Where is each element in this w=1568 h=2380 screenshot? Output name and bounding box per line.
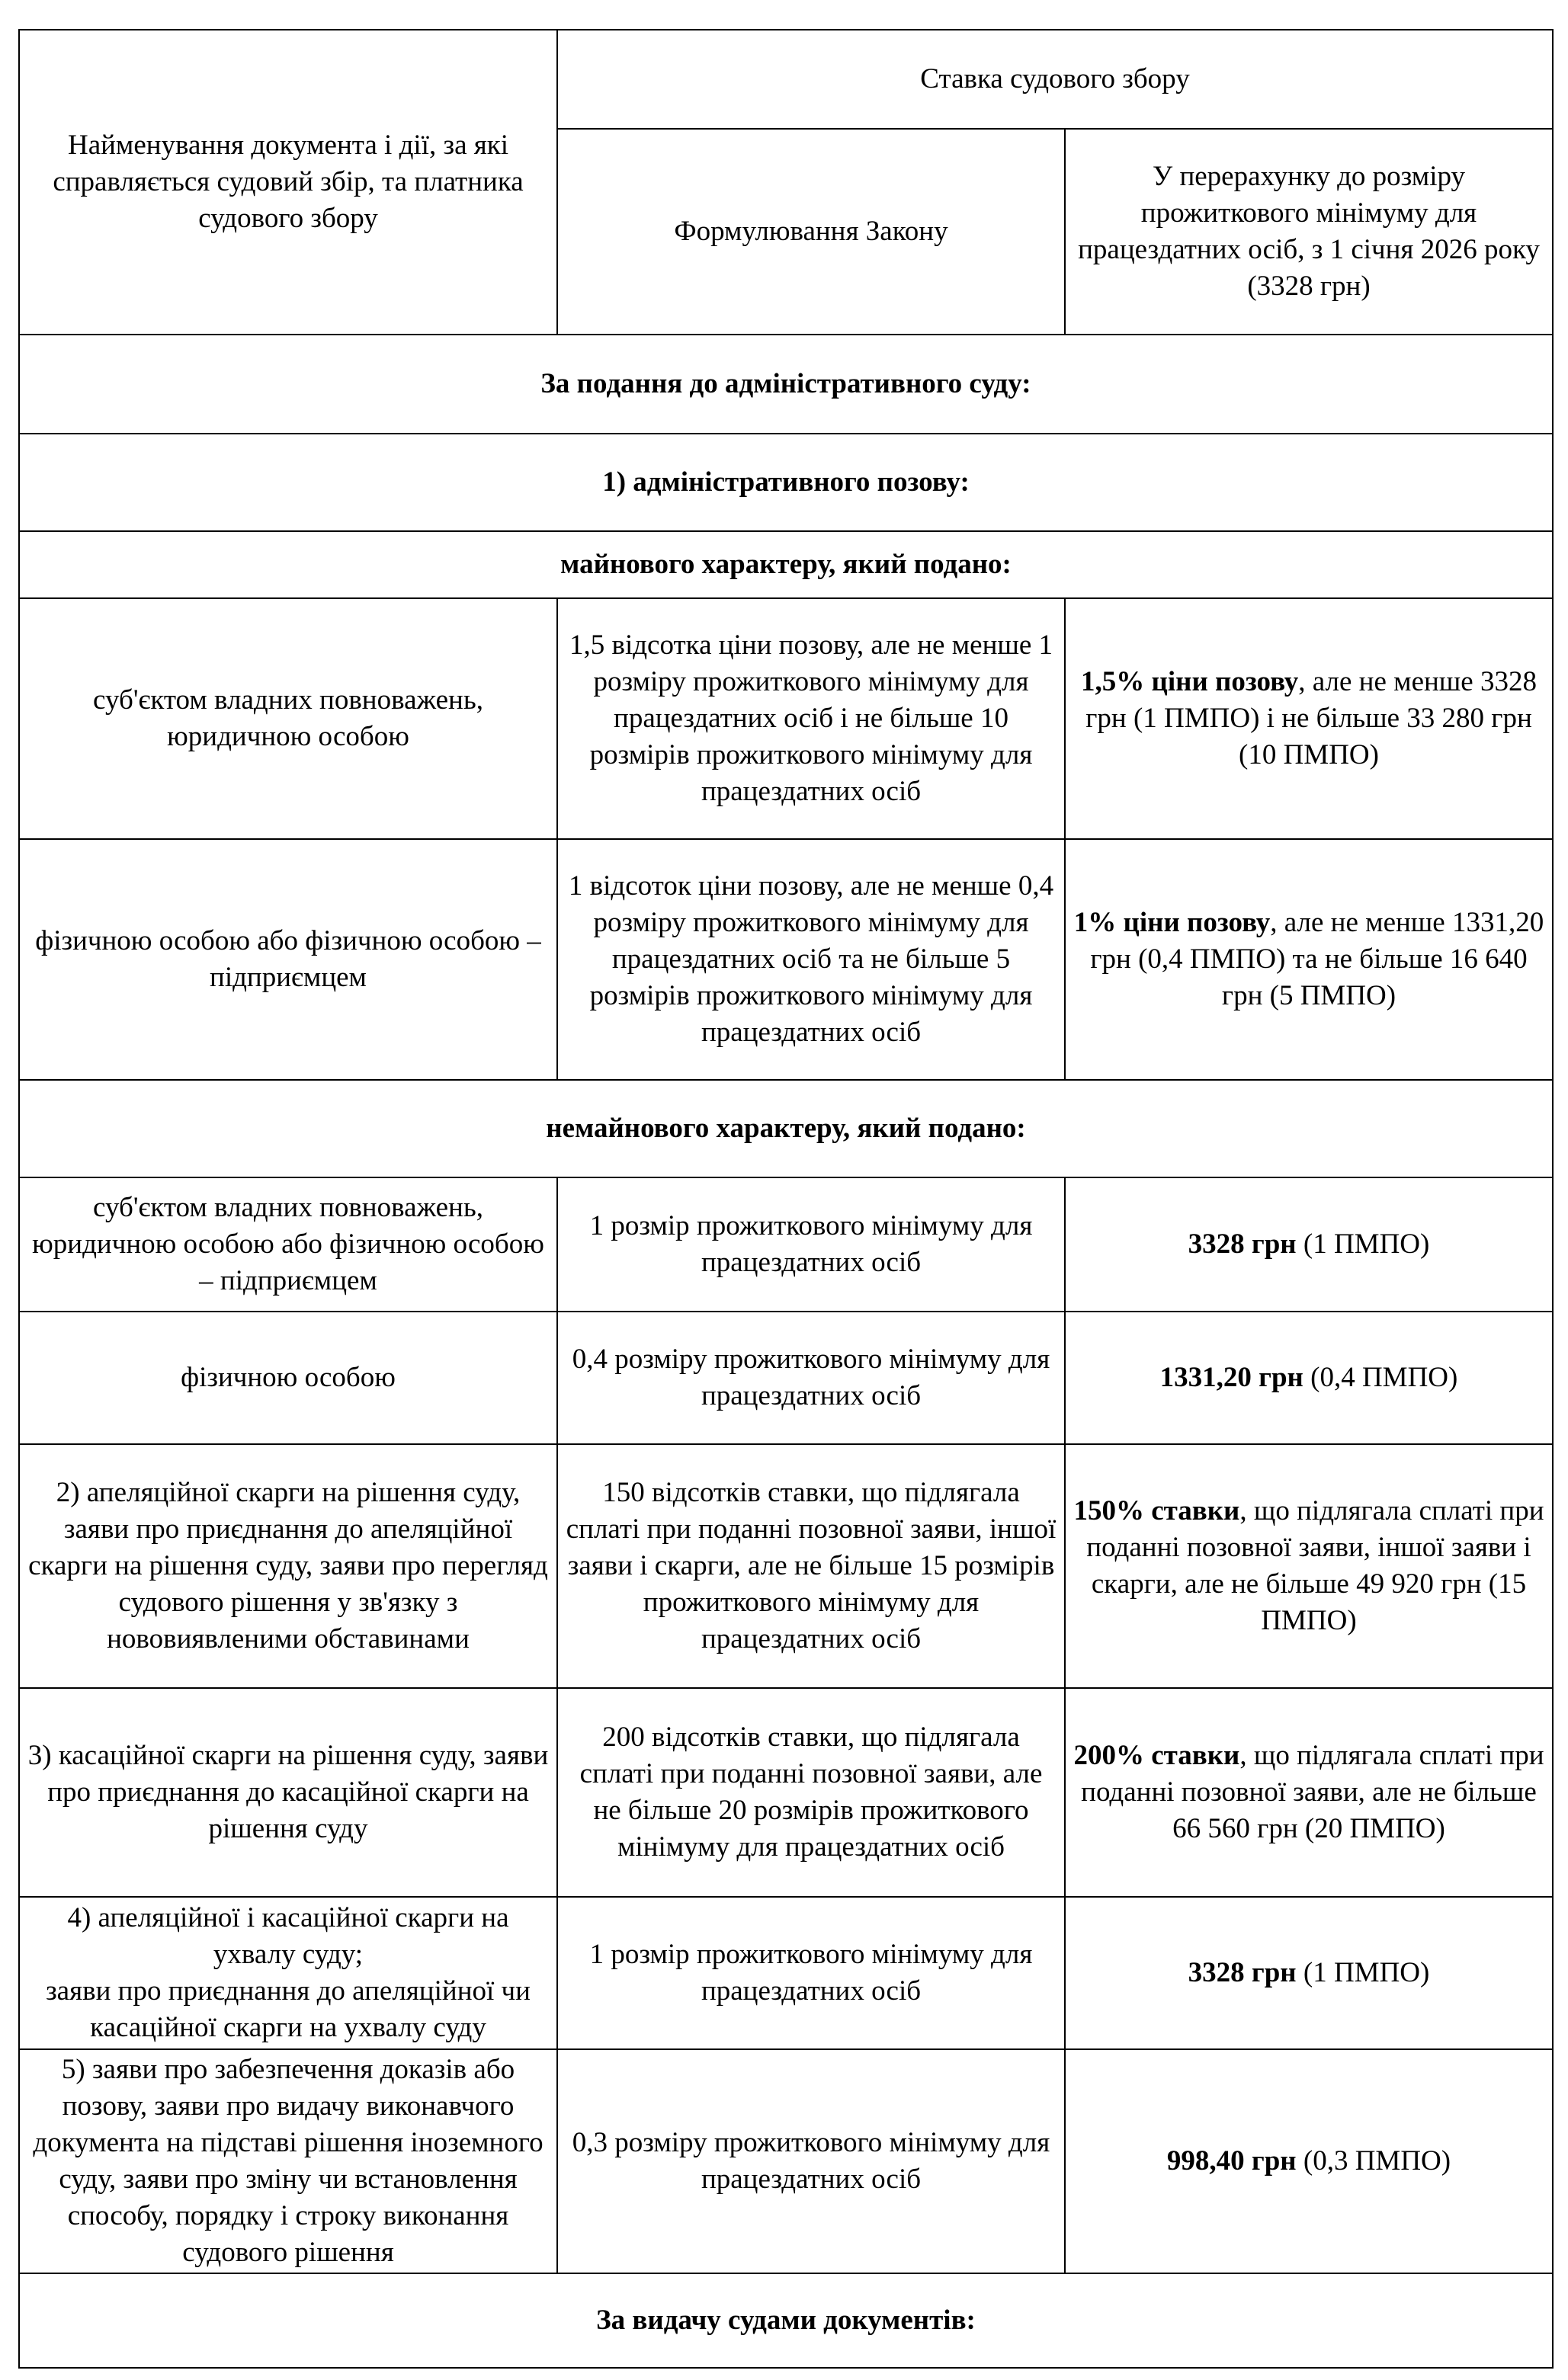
- table-row: [19, 1444, 1553, 1688]
- table-row: [19, 1312, 1553, 1444]
- law-cell: 200 відсотків ставки, що підлягала сплаті при поданні позовної заяви, але не більше 20 розмірів прожиткового мінімуму для працездатних осіб: [557, 1688, 1065, 1897]
- payer-cell: фізичною особою або фізичною особою – підприємцем: [19, 839, 557, 1080]
- calc-cell: [1065, 1444, 1553, 1688]
- subsection-nonproperty: немайнового характеру, який подано:: [19, 1080, 1553, 1177]
- law-cell: 0,4 розміру прожиткового мінімуму для працездатних осіб: [557, 1312, 1065, 1444]
- subsection-admin-claim: 1) адміністративного позову:: [19, 434, 1553, 531]
- payer-line: заяви про приєднання до апеляційної чи касаційної скарги на ухвалу суду: [46, 1975, 531, 2043]
- calc-cell: [1065, 1177, 1553, 1312]
- calc-bold: 3328 грн: [1188, 1957, 1297, 1988]
- calc-bold: 1331,20 грн: [1159, 1362, 1303, 1393]
- table-row: [19, 598, 1553, 839]
- law-cell: 1 відсоток ціни позову, але не менше 0,4 розміру прожиткового мінімуму для працездатних осіб та не більше 5 розмірів прожиткового мінімуму для працездатних осіб: [557, 839, 1065, 1080]
- calc-bold: 998,40 грн: [1166, 2145, 1297, 2177]
- table-row: [19, 1897, 1553, 2049]
- payer-line: 4) апеляційної і касаційної скарги на ухвалу суду;: [67, 1902, 509, 1970]
- calc-rest: (0,4 ПМПО): [1303, 1362, 1458, 1393]
- section-row: [19, 2273, 1553, 2368]
- calc-bold: 150% ставки: [1073, 1495, 1240, 1526]
- section-title-admin-court: За подання до адміністративного суду:: [19, 335, 1553, 434]
- section-title-documents: За видачу судами документів:: [19, 2273, 1553, 2368]
- calc-rest: (1 ПМПО): [1296, 1957, 1430, 1988]
- table-row: [19, 1688, 1553, 1897]
- calc-rest: , що підлягала сплаті при поданні позовної заяви, іншої заяви і скарги, але не більше 49 920 грн (15 ПМПО): [1086, 1495, 1544, 1636]
- calc-rest: , але не менше 3328 грн (1 ПМПО) і не більше 33 280 грн (10 ПМПО): [1085, 666, 1537, 770]
- court-fee-table: [18, 29, 1554, 2369]
- calc-bold: 1% ціни позову: [1073, 907, 1271, 938]
- law-cell: 1,5 відсотка ціни позову, але не менше 1 розміру прожиткового мінімуму для працездатних осіб і не більше 10 розмірів прожиткового мінімуму для працездатних осіб: [557, 598, 1065, 839]
- header-rate-group: Ставка судового збору: [557, 30, 1553, 129]
- header-document-name: Найменування документа і дії, за які справляється судовий збір, та платника судового збору: [19, 30, 557, 335]
- table-row: [19, 1177, 1553, 1312]
- calc-cell: [1065, 2049, 1553, 2273]
- payer-cell: суб'єктом владних повноважень, юридичною особою: [19, 598, 557, 839]
- calc-bold: 3328 грн: [1188, 1228, 1297, 1260]
- calc-cell: [1065, 1897, 1553, 2049]
- payer-cell: фізичною особою: [19, 1312, 557, 1444]
- calc-cell: [1065, 1688, 1553, 1897]
- payer-cell: 2) апеляційної скарги на рішення суду, заяви про приєднання до апеляційної скарги на рішення суду, заяви про перегляд судового рішення у зв'язку з нововиявленими обставинами: [19, 1444, 557, 1688]
- law-cell: 1 розмір прожиткового мінімуму для працездатних осіб: [557, 1897, 1065, 2049]
- payer-cell: 5) заяви про забезпечення доказів або позову, заяви про видачу виконавчого документа на підставі рішення іноземного суду, заяви про зміну чи встановлення способу, порядку і строку виконання судового рішення: [19, 2049, 557, 2273]
- subsection-row: [19, 1080, 1553, 1177]
- payer-cell: суб'єктом владних повноважень, юридичною особою або фізичною особою – підприємцем: [19, 1177, 557, 1312]
- header-recalculated: У перерахунку до розміру прожиткового мінімуму для працездатних осіб, з 1 січня 2026 року (3328 грн): [1065, 129, 1553, 335]
- calc-rest: , але не менше 1331,20 грн (0,4 ПМПО) та не більше 16 640 грн (5 ПМПО): [1090, 907, 1544, 1011]
- subsection-row: [19, 434, 1553, 531]
- header-law-wording: Формулювання Закону: [557, 129, 1065, 335]
- law-cell: 1 розмір прожиткового мінімуму для працездатних осіб: [557, 1177, 1065, 1312]
- law-cell: 150 відсотків ставки, що підлягала сплаті при поданні позовної заяви, іншої заяви і скарги, але не більше 15 розмірів прожиткового мінімуму для працездатних осіб: [557, 1444, 1065, 1688]
- payer-cell: [19, 1897, 557, 2049]
- calc-rest: , що підлягала сплаті при поданні позовної заяви, але не більше 66 560 грн (20 ПМПО): [1081, 1740, 1544, 1844]
- calc-cell: [1065, 598, 1553, 839]
- section-row: [19, 335, 1553, 434]
- calc-rest: (1 ПМПО): [1296, 1228, 1430, 1260]
- calc-rest: (0,3 ПМПО): [1296, 2145, 1451, 2177]
- law-cell: 0,3 розміру прожиткового мінімуму для працездатних осіб: [557, 2049, 1065, 2273]
- header-row: [19, 30, 1553, 129]
- payer-cell: 3) касаційної скарги на рішення суду, заяви про приєднання до касаційної скарги на рішення суду: [19, 1688, 557, 1897]
- subsection-property: майнового характеру, який подано:: [19, 531, 1553, 598]
- table-row: [19, 839, 1553, 1080]
- calc-bold: 1,5% ціни позову: [1081, 666, 1299, 697]
- subsection-row: [19, 531, 1553, 598]
- calc-bold: 200% ставки: [1073, 1740, 1240, 1771]
- table-row: [19, 2049, 1553, 2273]
- calc-cell: [1065, 1312, 1553, 1444]
- calc-cell: [1065, 839, 1553, 1080]
